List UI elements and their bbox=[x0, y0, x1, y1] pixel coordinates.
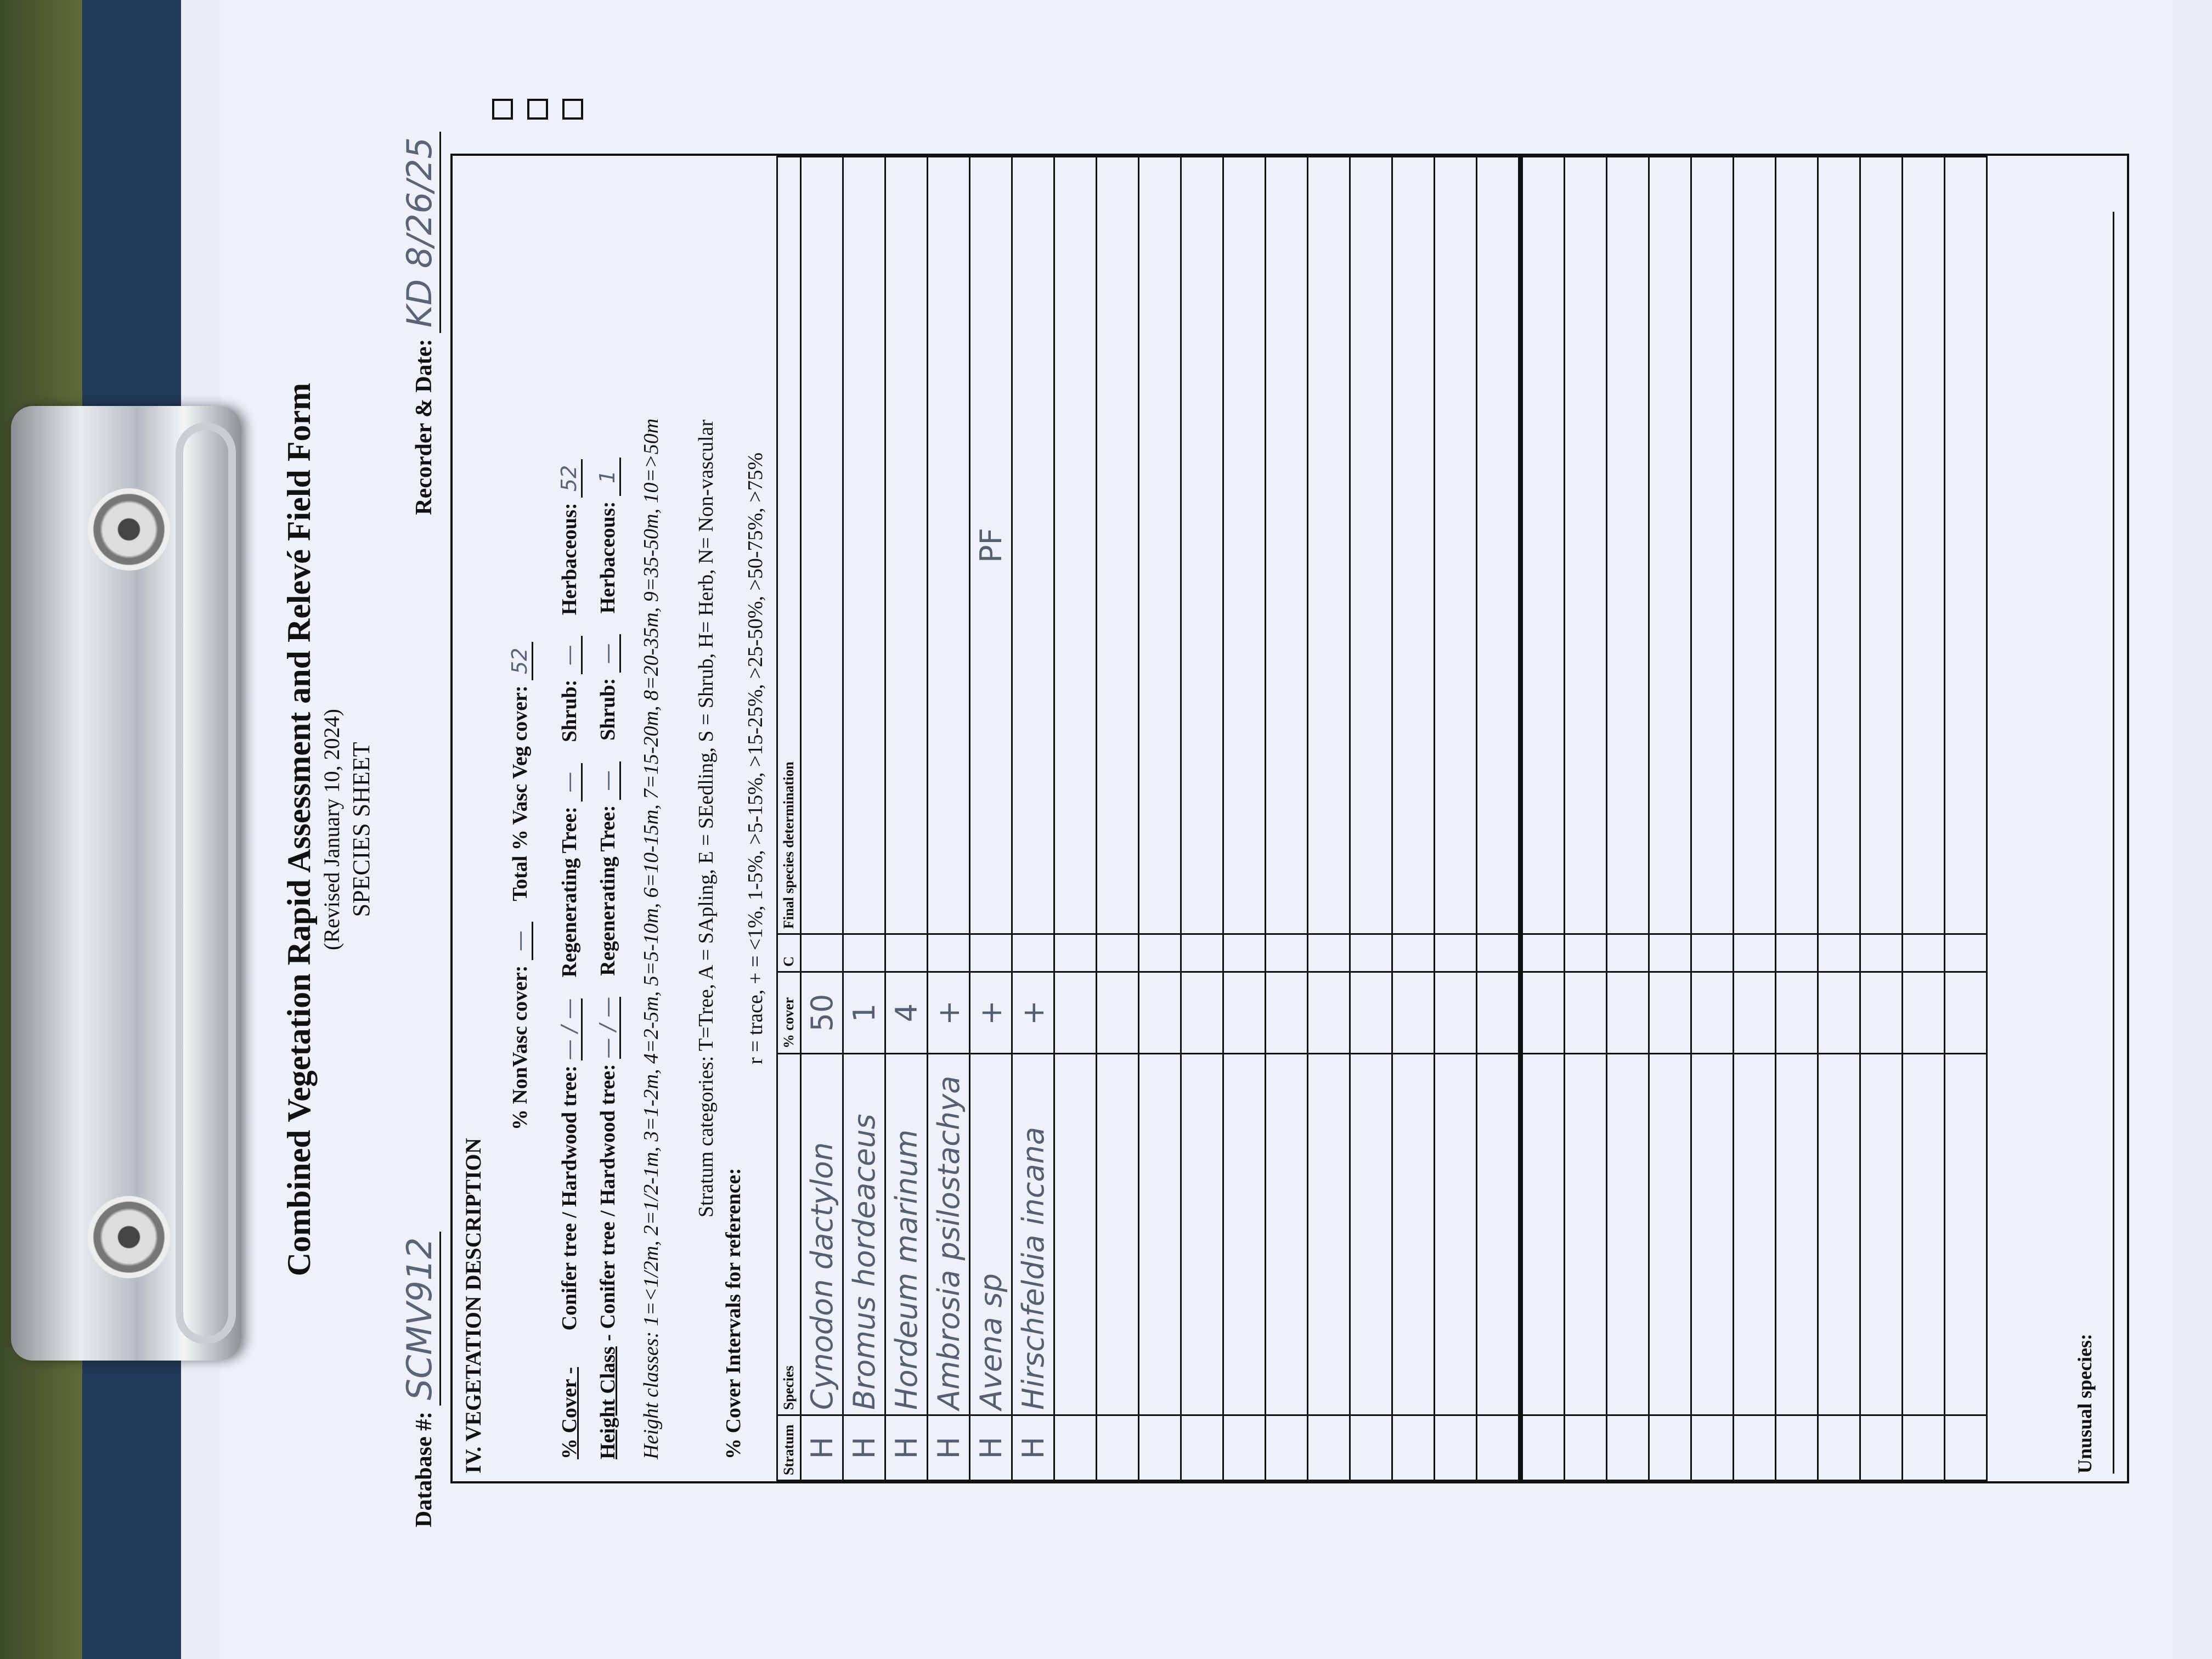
unusual-species bbox=[2073, 156, 2119, 1474]
cell-final[interactable] bbox=[885, 157, 928, 934]
cell-final[interactable] bbox=[1392, 157, 1435, 934]
cell-c[interactable] bbox=[1392, 934, 1435, 972]
regen-height-value[interactable]: — bbox=[595, 761, 621, 800]
cell-c[interactable] bbox=[843, 934, 885, 972]
cell-cover[interactable]: + bbox=[928, 972, 970, 1054]
cell-cover[interactable] bbox=[1054, 972, 1097, 1054]
col-final: Final species determination bbox=[777, 157, 801, 934]
conifer-height-value[interactable]: — / — bbox=[595, 997, 621, 1059]
cell-stratum[interactable] bbox=[1308, 1415, 1350, 1481]
cell-c[interactable] bbox=[1223, 934, 1266, 972]
cell-c[interactable] bbox=[1945, 934, 1987, 972]
table-row bbox=[1818, 157, 1860, 1481]
cell-cover[interactable] bbox=[1945, 972, 1987, 1054]
table-row bbox=[1521, 157, 1565, 1481]
regen-height-label: Regenerating Tree: bbox=[596, 805, 619, 976]
height-row bbox=[595, 178, 621, 1459]
cell-c[interactable] bbox=[1691, 934, 1734, 972]
cell-final[interactable] bbox=[1181, 157, 1223, 934]
cell-cover[interactable] bbox=[1477, 972, 1521, 1054]
table-row bbox=[1308, 157, 1350, 1481]
nonvasc-total-row bbox=[507, 178, 533, 1459]
cell-final[interactable] bbox=[1223, 157, 1266, 934]
cell-cover[interactable]: 50 bbox=[801, 972, 843, 1054]
cell-cover[interactable] bbox=[1097, 972, 1139, 1054]
conifer-height-label: - Conifer tree / Hardwood tree: bbox=[596, 1064, 619, 1341]
cell-stratum[interactable] bbox=[1945, 1415, 1987, 1481]
cell-c[interactable] bbox=[1266, 934, 1308, 972]
cell-stratum[interactable] bbox=[1054, 1415, 1097, 1481]
checkbox[interactable] bbox=[492, 99, 513, 120]
nonvasc-value[interactable]: — bbox=[507, 922, 533, 960]
table-row bbox=[1477, 157, 1521, 1481]
cell-final[interactable] bbox=[1012, 157, 1054, 934]
cell-species[interactable] bbox=[1776, 1054, 1818, 1415]
cell-cover[interactable] bbox=[1734, 972, 1776, 1054]
cell-stratum[interactable] bbox=[1181, 1415, 1223, 1481]
conifer-cover-label: Conifer tree / Hardwood tree: bbox=[558, 1065, 581, 1331]
cell-final[interactable] bbox=[1691, 157, 1734, 934]
cover-label: % Cover - bbox=[558, 1367, 581, 1459]
cell-species[interactable] bbox=[1649, 1054, 1691, 1415]
table-row bbox=[1435, 157, 1477, 1481]
cell-species[interactable] bbox=[1097, 1054, 1139, 1415]
cell-species[interactable]: Ambrosia psilostachya bbox=[928, 1054, 970, 1415]
cell-species[interactable] bbox=[1607, 1054, 1649, 1415]
cell-final[interactable] bbox=[1054, 157, 1097, 934]
table-row bbox=[1903, 157, 1945, 1481]
table-row bbox=[1181, 157, 1223, 1481]
table-row bbox=[1139, 157, 1181, 1481]
total-vasc-label: Total % Vasc Veg cover: bbox=[509, 685, 532, 901]
cell-c[interactable] bbox=[1139, 934, 1181, 972]
cell-cover[interactable] bbox=[1860, 972, 1903, 1054]
cell-c[interactable] bbox=[1818, 934, 1860, 972]
cell-cover[interactable] bbox=[1308, 972, 1350, 1054]
checkboxes bbox=[478, 99, 597, 120]
cell-stratum[interactable] bbox=[1607, 1415, 1649, 1481]
cell-final[interactable] bbox=[1477, 157, 1521, 934]
herb-height-label: Herbaceous: bbox=[596, 501, 619, 614]
cell-stratum[interactable] bbox=[1776, 1415, 1818, 1481]
cover-row bbox=[557, 178, 583, 1459]
herb-height-value[interactable]: 1 bbox=[595, 458, 621, 496]
table-row bbox=[1649, 157, 1691, 1481]
cell-species[interactable] bbox=[1818, 1054, 1860, 1415]
cell-stratum[interactable] bbox=[1435, 1415, 1477, 1481]
cell-final[interactable] bbox=[1607, 157, 1649, 934]
cell-cover[interactable] bbox=[1607, 972, 1649, 1054]
cell-c[interactable] bbox=[1350, 934, 1392, 972]
cell-c[interactable] bbox=[1012, 934, 1054, 972]
herb-cover-value[interactable]: 52 bbox=[557, 459, 583, 498]
cell-species[interactable] bbox=[1691, 1054, 1734, 1415]
table-row bbox=[1097, 157, 1139, 1481]
cell-cover[interactable] bbox=[1776, 972, 1818, 1054]
table-row bbox=[1392, 157, 1435, 1481]
cell-final[interactable] bbox=[1565, 157, 1607, 934]
database-label: Database #: bbox=[411, 1411, 437, 1527]
table-row bbox=[1691, 157, 1734, 1481]
cell-species[interactable] bbox=[1734, 1054, 1776, 1415]
cell-stratum[interactable] bbox=[1097, 1415, 1139, 1481]
cell-species[interactable] bbox=[1054, 1054, 1097, 1415]
cell-final[interactable] bbox=[1945, 157, 1987, 934]
cell-stratum[interactable] bbox=[1903, 1415, 1945, 1481]
cell-c[interactable] bbox=[1054, 934, 1097, 972]
recorder-field bbox=[399, 132, 439, 515]
cell-final[interactable] bbox=[1776, 157, 1818, 934]
cell-species[interactable] bbox=[1223, 1054, 1266, 1415]
cell-stratum[interactable]: H bbox=[843, 1415, 885, 1481]
table-row bbox=[1607, 157, 1649, 1481]
cell-c[interactable] bbox=[928, 934, 970, 972]
cell-species[interactable] bbox=[1392, 1054, 1435, 1415]
section-title: IV. VEGETATION DESCRIPTION bbox=[461, 1138, 486, 1474]
cell-species[interactable] bbox=[1139, 1054, 1181, 1415]
checkbox[interactable] bbox=[527, 99, 548, 120]
table-row bbox=[885, 157, 928, 1481]
cell-c[interactable] bbox=[885, 934, 928, 972]
cell-c[interactable] bbox=[1521, 934, 1565, 972]
cell-final[interactable] bbox=[928, 157, 970, 934]
cell-species[interactable] bbox=[1521, 1054, 1565, 1415]
cell-cover[interactable] bbox=[1521, 972, 1565, 1054]
cell-c[interactable] bbox=[1477, 934, 1521, 972]
shrub-cover-label: Shrub: bbox=[558, 679, 581, 742]
height-classes: Height classes: 1=<1/2m, 2=1/2-1m, 3=1-2m, 4=2-5m, 5=5-10m, 6=10-15m, 7=15-20m, 8=20-35m, 9=35-50m, 10=>50m bbox=[640, 418, 663, 1459]
cell-stratum[interactable] bbox=[1139, 1415, 1181, 1481]
cell-cover[interactable]: 1 bbox=[843, 972, 885, 1054]
cell-c[interactable] bbox=[1649, 934, 1691, 972]
cell-final[interactable] bbox=[1818, 157, 1860, 934]
table-row bbox=[1860, 157, 1903, 1481]
cover-intervals: r = trace, + = <1%, 1-5%, >5-15%, >15-25%, >25-50%, >50-75%, >75% bbox=[744, 452, 767, 1064]
cell-final[interactable] bbox=[1734, 157, 1776, 934]
table-row bbox=[1945, 157, 1987, 1481]
cell-stratum[interactable] bbox=[1266, 1415, 1308, 1481]
cell-cover[interactable] bbox=[1266, 972, 1308, 1054]
cell-species[interactable] bbox=[1181, 1054, 1223, 1415]
cell-species[interactable] bbox=[1860, 1054, 1903, 1415]
vegetation-description-box bbox=[450, 154, 2129, 1483]
cell-stratum[interactable] bbox=[1350, 1415, 1392, 1481]
cell-stratum[interactable] bbox=[1649, 1415, 1691, 1481]
cell-c[interactable] bbox=[1903, 934, 1945, 972]
cell-cover[interactable]: 4 bbox=[885, 972, 928, 1054]
cell-cover[interactable] bbox=[1903, 972, 1945, 1054]
rivet-icon bbox=[88, 488, 170, 571]
shrub-cover-value[interactable]: — bbox=[557, 636, 583, 674]
cell-c[interactable] bbox=[1607, 934, 1649, 972]
cell-stratum[interactable] bbox=[1734, 1415, 1776, 1481]
table-row bbox=[1350, 157, 1392, 1481]
cell-c[interactable] bbox=[1776, 934, 1818, 972]
cell-final[interactable] bbox=[1266, 157, 1308, 934]
table-row bbox=[970, 157, 1012, 1481]
form-revised: (Revised January 10, 2024) bbox=[319, 709, 344, 950]
cell-cover[interactable] bbox=[1139, 972, 1181, 1054]
table-row bbox=[1012, 157, 1054, 1481]
table-row bbox=[801, 157, 843, 1481]
species-table bbox=[776, 156, 1988, 1481]
cell-c[interactable] bbox=[1435, 934, 1477, 972]
cell-final[interactable] bbox=[1097, 157, 1139, 934]
form-sheet: SPECIES SHEET bbox=[348, 742, 375, 917]
cell-stratum[interactable] bbox=[1223, 1415, 1266, 1481]
cell-species[interactable]: Hordeum marinum bbox=[885, 1054, 928, 1415]
cell-c[interactable] bbox=[1097, 934, 1139, 972]
shrub-height-label: Shrub: bbox=[596, 678, 619, 741]
stratum-categories: Stratum categories: T=Tree, A = SApling, E = SEedling, S = Shrub, H= Herb, N= Non-vascular bbox=[695, 419, 718, 1218]
cell-species[interactable] bbox=[1350, 1054, 1392, 1415]
cell-stratum[interactable]: H bbox=[801, 1415, 843, 1481]
cell-stratum[interactable]: H bbox=[928, 1415, 970, 1481]
cell-final[interactable] bbox=[1350, 157, 1392, 934]
regen-cover-value[interactable]: — bbox=[557, 763, 583, 802]
cell-cover[interactable] bbox=[1181, 972, 1223, 1054]
total-vasc-value[interactable]: 52 bbox=[507, 642, 533, 680]
cell-stratum[interactable] bbox=[1565, 1415, 1607, 1481]
cell-cover[interactable] bbox=[1350, 972, 1392, 1054]
cell-c[interactable] bbox=[1565, 934, 1607, 972]
species-rows bbox=[801, 157, 1987, 1481]
recorder-value[interactable]: KD 8/26/25 bbox=[399, 132, 441, 333]
cell-final[interactable] bbox=[1860, 157, 1903, 934]
cell-c[interactable] bbox=[1308, 934, 1350, 972]
cell-species[interactable] bbox=[1477, 1054, 1521, 1415]
clip-wire bbox=[176, 422, 236, 1344]
cover-intervals-label: % Cover Intervals for reference: bbox=[722, 1167, 745, 1459]
cell-final[interactable] bbox=[1649, 157, 1691, 934]
unusual-label: Unusual species: bbox=[2074, 1333, 2096, 1474]
cell-cover[interactable] bbox=[1649, 972, 1691, 1054]
cell-final[interactable]: PF bbox=[970, 157, 1012, 934]
cell-species[interactable] bbox=[1435, 1054, 1477, 1415]
table-row bbox=[928, 157, 970, 1481]
cell-c[interactable] bbox=[1860, 934, 1903, 972]
cell-final[interactable] bbox=[1521, 157, 1565, 934]
cell-final[interactable] bbox=[1139, 157, 1181, 934]
table-row bbox=[1054, 157, 1097, 1481]
cell-final[interactable] bbox=[1435, 157, 1477, 934]
unusual-line[interactable] bbox=[2113, 212, 2114, 1474]
cell-species[interactable] bbox=[1565, 1054, 1607, 1415]
cell-species[interactable] bbox=[1308, 1054, 1350, 1415]
cell-stratum[interactable] bbox=[1691, 1415, 1734, 1481]
cell-cover[interactable] bbox=[1392, 972, 1435, 1054]
cell-c[interactable] bbox=[970, 934, 1012, 972]
cell-cover[interactable] bbox=[1691, 972, 1734, 1054]
table-row bbox=[1565, 157, 1607, 1481]
cell-c[interactable] bbox=[1734, 934, 1776, 972]
herb-cover-label: Herbaceous: bbox=[558, 503, 581, 616]
cell-cover[interactable]: + bbox=[970, 972, 1012, 1054]
cell-cover[interactable]: + bbox=[1012, 972, 1054, 1054]
rivet-icon bbox=[88, 1196, 170, 1278]
recorder-label: Recorder & Date: bbox=[411, 338, 437, 515]
col-c: C bbox=[777, 934, 801, 972]
cell-c[interactable] bbox=[801, 934, 843, 972]
table-row bbox=[1734, 157, 1776, 1481]
cell-species[interactable]: Hirschfeldia incana bbox=[1012, 1054, 1054, 1415]
cell-species[interactable]: Bromus hordeaceus bbox=[843, 1054, 885, 1415]
field-form-paper bbox=[220, 0, 2173, 1659]
col-stratum: Stratum bbox=[777, 1415, 801, 1481]
form-page-area bbox=[181, 0, 2212, 1659]
cell-cover[interactable] bbox=[1435, 972, 1477, 1054]
cell-cover[interactable] bbox=[1223, 972, 1266, 1054]
table-row bbox=[1776, 157, 1818, 1481]
col-cover: % cover bbox=[777, 972, 801, 1054]
table-row bbox=[843, 157, 885, 1481]
database-value[interactable]: SCMV912 bbox=[399, 1232, 441, 1406]
database-recorder-row bbox=[401, 132, 439, 1527]
cell-final[interactable] bbox=[1903, 157, 1945, 934]
cell-species[interactable]: Cynodon dactylon bbox=[801, 1054, 843, 1415]
cell-final[interactable] bbox=[843, 157, 885, 934]
conifer-cover-value[interactable]: — / — bbox=[557, 998, 583, 1060]
cell-stratum[interactable]: H bbox=[1012, 1415, 1054, 1481]
cell-stratum[interactable] bbox=[1521, 1415, 1565, 1481]
cell-stratum[interactable] bbox=[1818, 1415, 1860, 1481]
shrub-height-value[interactable]: — bbox=[595, 634, 621, 673]
cell-final[interactable] bbox=[801, 157, 843, 934]
regen-cover-label: Regenerating Tree: bbox=[558, 806, 581, 978]
clipboard-clip bbox=[11, 406, 241, 1361]
table-row bbox=[1223, 157, 1266, 1481]
height-label: Height Class bbox=[596, 1346, 619, 1459]
cell-stratum[interactable] bbox=[1477, 1415, 1521, 1481]
cell-c[interactable] bbox=[1181, 934, 1223, 972]
cell-species[interactable] bbox=[1903, 1054, 1945, 1415]
cell-stratum[interactable]: H bbox=[885, 1415, 928, 1481]
checkbox[interactable] bbox=[562, 99, 583, 120]
cell-species[interactable] bbox=[1945, 1054, 1987, 1415]
table-header-row bbox=[777, 157, 801, 1481]
cell-stratum[interactable] bbox=[1392, 1415, 1435, 1481]
cell-stratum[interactable]: H bbox=[970, 1415, 1012, 1481]
cell-final[interactable] bbox=[1308, 157, 1350, 934]
database-field bbox=[399, 1232, 439, 1527]
col-species: Species bbox=[777, 1054, 801, 1415]
cell-cover[interactable] bbox=[1565, 972, 1607, 1054]
table-row bbox=[1266, 157, 1308, 1481]
cell-cover[interactable] bbox=[1818, 972, 1860, 1054]
cell-species[interactable]: Avena sp bbox=[970, 1054, 1012, 1415]
cell-stratum[interactable] bbox=[1860, 1415, 1903, 1481]
nonvasc-label: % NonVasc cover: bbox=[509, 965, 532, 1130]
cell-species[interactable] bbox=[1266, 1054, 1308, 1415]
form-title: Combined Vegetation Rapid Assessment and Relevé Field Form bbox=[281, 382, 317, 1277]
